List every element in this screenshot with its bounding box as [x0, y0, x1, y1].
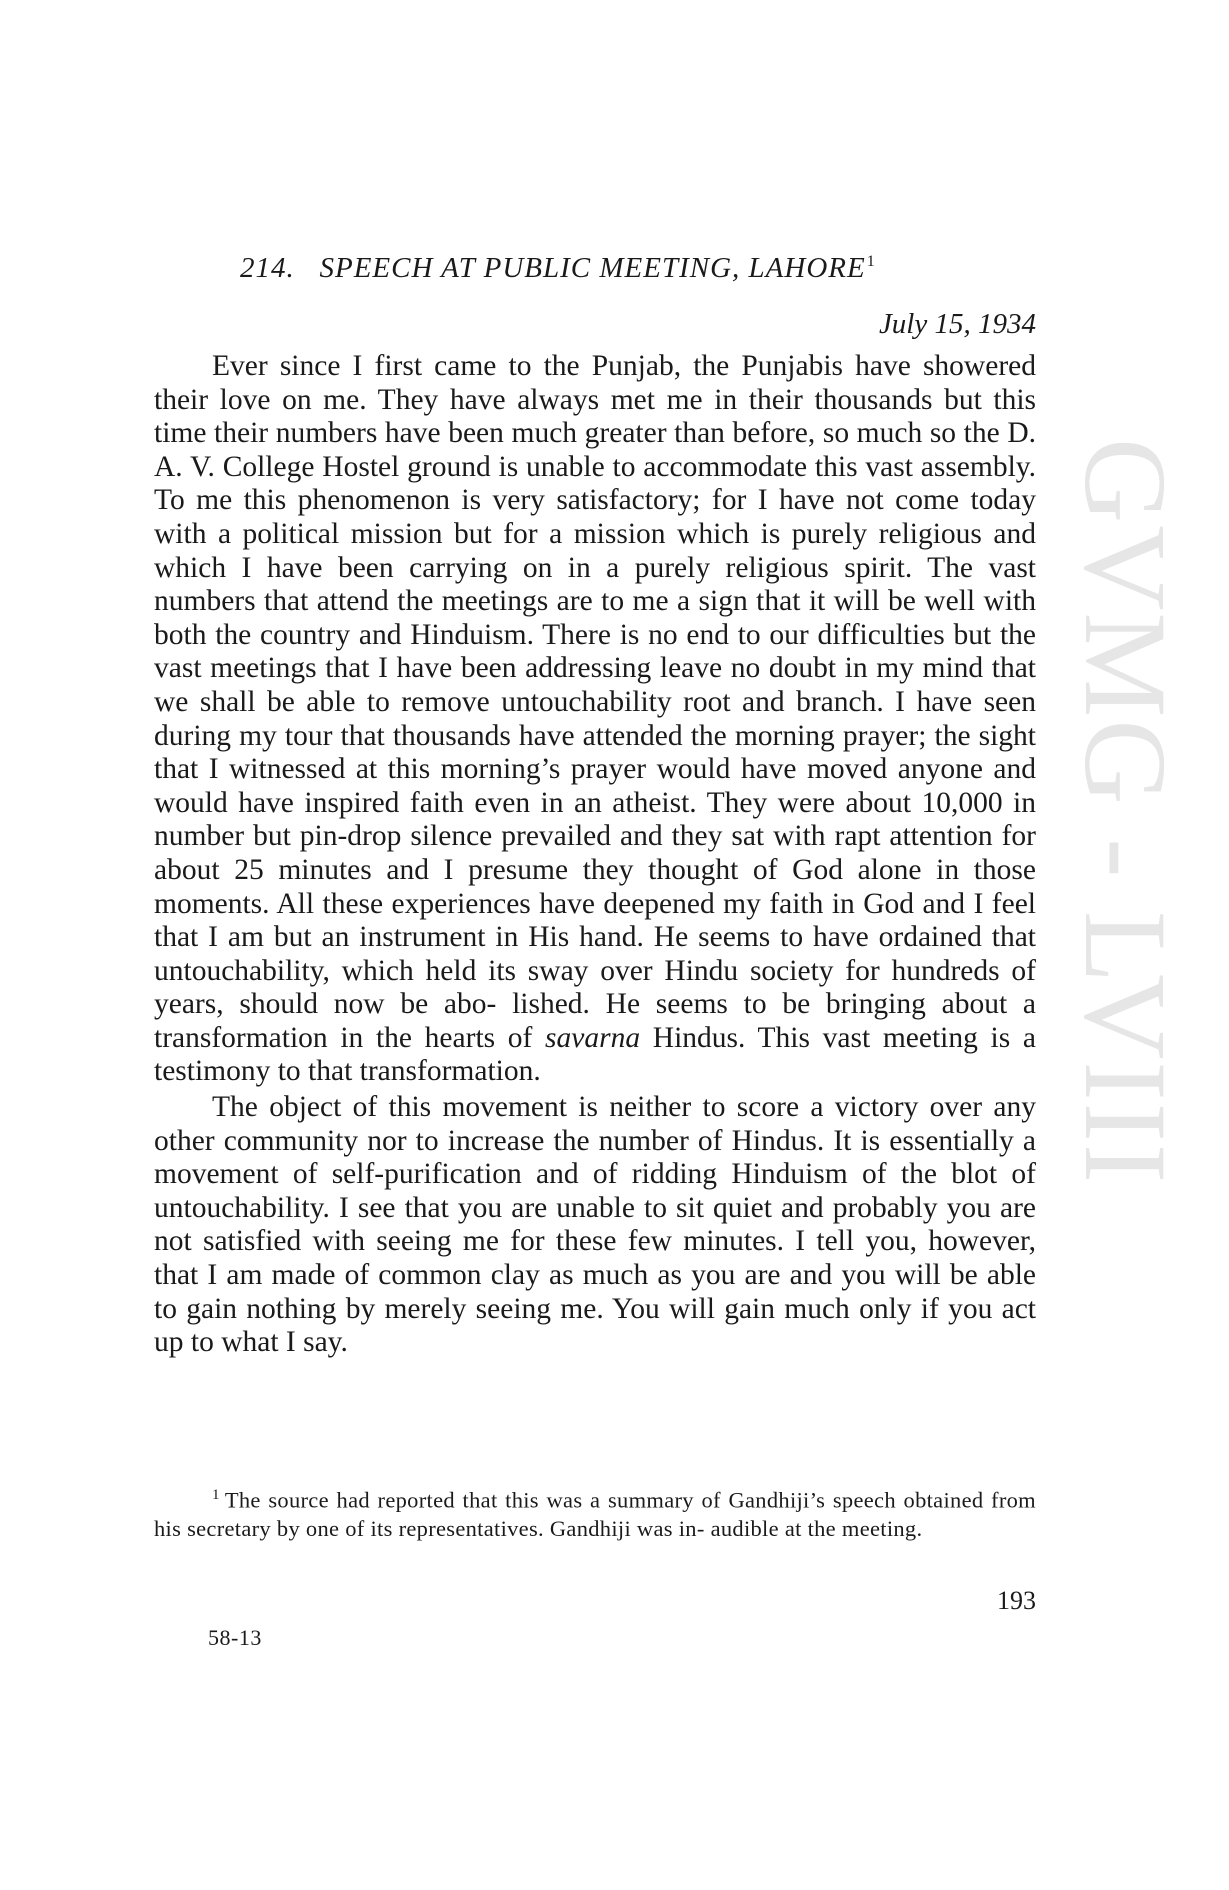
paragraph-1-text-a: Ever since I first came to the Punjab, the Punjabis have showered their love on me. They have always met me in their thousands but this time their numbers have been much greater than before, so much so the D. A. V. College Hostel ground is unable to accommodate this vast assembly. To me this phenomenon is very satisfactory; for I have not come today with a political mission but for a mission which is purely religious and which I have been carrying on in a purely religious spirit. The vast numbers that attend the meetings are to me a sign that it will be well with both the country and Hinduism. There is no end to our difficulties but the vast meetings that I have been addressing leave no doubt in my mind that we shall be able to remove untouchability root and branch. I have seen during my tour that thousands have attended the morning prayer; the sight that I witnessed at this morning’s prayer would have moved anyone and would have inspired faith even in an atheist. They were about 10,000 in number but pin-drop silence prevailed and they sat with rapt attention for about 25 minutes and I presume they thought of God alone in those moments. All these experiences have deepened my faith in God and I feel that I am but an instrument in His hand. He seems to have ordained that untouchability, which held its sway over Hindu society for hundreds of years, should now be abo- lished. He seems to be bringing about a transformation in the hearts of — [154, 350, 1036, 1054]
printer-signature-mark: 58-13 — [208, 1625, 262, 1650]
section-title: SPEECH AT PUBLIC MEETING, LAHORE — [319, 252, 866, 284]
footnote — [154, 1481, 1036, 1544]
paragraph-1-text-b: Hindus. This vast meeting is a testimony to that transformation. — [154, 1021, 1036, 1088]
watermark-graphic — [1064, 438, 1184, 1438]
page-number: 193 — [997, 1586, 1036, 1615]
paragraph-2: The object of this movement is neither to score a victory over any other community nor to increase the number of Hindus. It is essentially a movement of self-purification and of ridding Hinduism of the blot of untouchability. I see that you are unable to sit quiet and probably you are not satisfied with seeing me for these few minutes. I tell you, however, that I am made of common clay as much as you are and you will be able to gain nothing by merely seeing me. You will gain much only if you act up to what I say. — [154, 1091, 1036, 1359]
footnote-text: The source had reported that this was a summary of Gandhiji’s speech obtained from his secretary by one of its representatives. Gandhiji was in- audible at the meeting. — [154, 1487, 1036, 1541]
footnote-marker: 1 — [212, 1487, 220, 1503]
speech-body — [154, 350, 1036, 1360]
dateline: July 15, 1934 — [878, 308, 1036, 340]
footnote-reference: 1 — [866, 253, 876, 271]
watermark-text: GVMG - LVIII — [1064, 438, 1184, 1186]
watermark — [1064, 438, 1184, 1438]
section-number: 214. — [240, 252, 295, 284]
section-heading — [240, 252, 876, 285]
italic-term: savarna — [545, 1021, 641, 1054]
paragraph-1 — [154, 350, 1036, 1089]
